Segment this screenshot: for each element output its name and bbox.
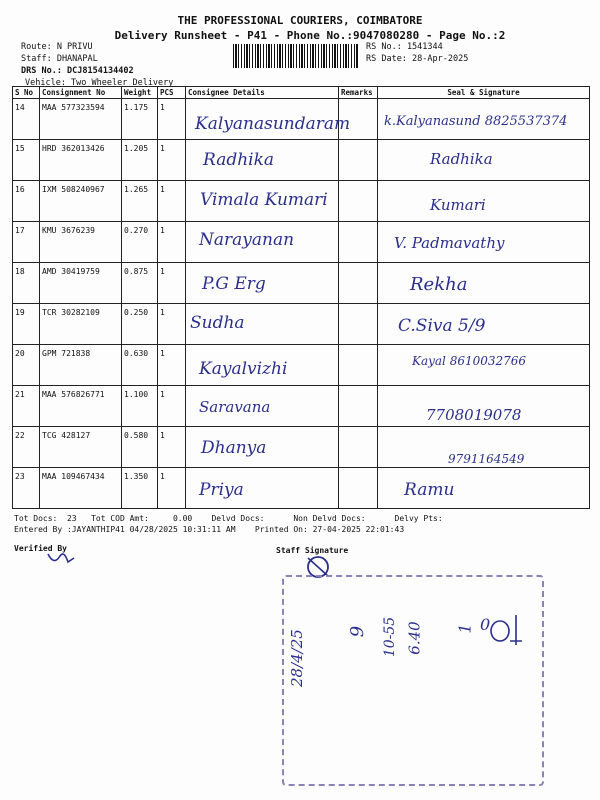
- stamp-date: 28/4/25: [288, 629, 306, 687]
- handwritten-signature: Ramu: [404, 480, 455, 500]
- route-info: [21, 41, 173, 89]
- table-row: [13, 304, 590, 345]
- stamp-scribble: [488, 611, 528, 651]
- row-remarks: [339, 263, 378, 304]
- handwritten-signature: Kumari: [430, 196, 486, 214]
- row-weight: 1.175: [122, 99, 158, 140]
- table-row: [13, 263, 590, 304]
- handwritten-consignee: Kalyanasundaram: [195, 114, 351, 134]
- totals-line: Tot Docs: 23 Tot COD Amt: 0.00 Delvd Docs: Non Delvd Docs: Delvy Pts:: [14, 514, 443, 523]
- handwritten-signature: 7708019078: [426, 406, 522, 424]
- company-title: THE PROFESSIONAL COURIERS, COIMBATORE: [177, 14, 423, 27]
- col-consignment: Consignment No: [40, 87, 122, 99]
- col-weight: Weight: [122, 87, 158, 99]
- table-header-row: [13, 87, 590, 99]
- table-row: [13, 140, 590, 181]
- row-consignment: MAA 576826771: [40, 386, 122, 427]
- vehicle-label: Vehicle: Two Wheeler Delivery: [25, 78, 174, 88]
- col-sno: S No: [13, 87, 40, 99]
- row-remarks: [339, 427, 378, 468]
- handwritten-signature: 9791164549: [448, 452, 525, 466]
- row-sno: 14: [13, 99, 40, 140]
- col-seal: Seal & Signature: [378, 87, 590, 99]
- table-row: [13, 468, 590, 509]
- row-remarks: [339, 181, 378, 222]
- row-pcs: 1: [158, 345, 186, 386]
- row-sno: 20: [13, 345, 40, 386]
- row-consignment: MAA 109467434: [40, 468, 122, 509]
- row-pcs: 1: [158, 304, 186, 345]
- handwritten-consignee: Kayalvizhi: [199, 359, 288, 379]
- row-consignment: IXM 508240967: [40, 181, 122, 222]
- row-consignment: AMD 30419759: [40, 263, 122, 304]
- row-remarks: [339, 140, 378, 181]
- row-pcs: 1: [158, 427, 186, 468]
- handwritten-consignee: Narayanan: [199, 230, 295, 250]
- handwritten-consignee: Saravana: [199, 398, 271, 416]
- row-sno: 17: [13, 222, 40, 263]
- row-remarks: [339, 304, 378, 345]
- handwritten-signature: Rekha: [410, 274, 468, 295]
- rs-number: RS No.: 1541344: [366, 42, 443, 52]
- col-remarks: Remarks: [339, 87, 378, 99]
- row-remarks: [339, 222, 378, 263]
- col-consignee: Consignee Details: [186, 87, 339, 99]
- delivery-stamp: [282, 575, 544, 786]
- row-sno: 22: [13, 427, 40, 468]
- row-pcs: 1: [158, 140, 186, 181]
- runsheet-table: [12, 86, 590, 509]
- handwritten-signature: k.Kalyanasund 8825537374: [384, 114, 568, 129]
- handwritten-consignee: P.G Erg: [202, 274, 266, 294]
- row-sno: 19: [13, 304, 40, 345]
- handwritten-signature: C.Siva 5/9: [398, 316, 486, 336]
- verified-by-label: Verified By: [14, 544, 67, 553]
- row-sno: 15: [13, 140, 40, 181]
- drs-label: DRS No.: DCJ8154134402: [21, 66, 134, 76]
- route-label: Route: N PRIVU: [21, 42, 93, 52]
- row-weight: 0.250: [122, 304, 158, 345]
- rs-date: RS Date: 28-Apr-2025: [366, 54, 469, 64]
- row-sno: 21: [13, 386, 40, 427]
- row-weight: 1.265: [122, 181, 158, 222]
- handwritten-consignee: Radhika: [203, 150, 275, 170]
- staff-signature-label: Staff Signature: [276, 546, 349, 555]
- row-weight: 0.580: [122, 427, 158, 468]
- row-sno: 18: [13, 263, 40, 304]
- row-pcs: 1: [158, 263, 186, 304]
- runsheet-subtitle: Delivery Runsheet - P41 - Phone No.:9047080280 - Page No.:2: [114, 29, 506, 42]
- row-consignment: TCG 428127: [40, 427, 122, 468]
- stamp-value: 10-55: [382, 616, 399, 658]
- stamp-value: 6.40: [405, 621, 424, 655]
- row-pcs: 1: [158, 181, 186, 222]
- col-pcs: PCS: [158, 87, 186, 99]
- handwritten-signature: Kayal 8610032766: [412, 354, 527, 368]
- staff-label: Staff: DHANAPAL: [21, 54, 98, 64]
- handwritten-consignee: Sudha: [190, 313, 245, 333]
- row-pcs: 1: [158, 386, 186, 427]
- rs-info: [366, 41, 468, 65]
- entered-by-line: Entered By :JAYANTHIP41 04/28/2025 10:31:11 AM Printed On: 27-04-2025 22:01:43: [14, 525, 405, 534]
- row-sno: 23: [13, 468, 40, 509]
- row-weight: 1.205: [122, 140, 158, 181]
- row-pcs: 1: [158, 468, 186, 509]
- stamp-value: 9: [347, 625, 369, 638]
- handwritten-signature: V. Padmavathy: [394, 234, 505, 252]
- row-weight: 0.270: [122, 222, 158, 263]
- handwritten-consignee: Vimala Kumari: [200, 190, 328, 210]
- stamp-value: 1: [455, 623, 475, 634]
- row-consignment: GPM 721838: [40, 345, 122, 386]
- row-sno: 16: [13, 181, 40, 222]
- row-weight: 1.100: [122, 386, 158, 427]
- row-pcs: 1: [158, 99, 186, 140]
- handwritten-consignee: Priya: [199, 480, 244, 500]
- handwritten-consignee: Dhanya: [201, 438, 267, 458]
- row-remarks: [339, 386, 378, 427]
- verified-signature-mark: [44, 548, 84, 568]
- row-consignment: KMU 3676239: [40, 222, 122, 263]
- row-pcs: 1: [158, 222, 186, 263]
- row-weight: 0.630: [122, 345, 158, 386]
- row-remarks: [339, 468, 378, 509]
- stamp-value: 0: [480, 615, 491, 634]
- row-remarks: [339, 345, 378, 386]
- row-consignment: MAA 577323594: [40, 99, 122, 140]
- row-weight: 1.350: [122, 468, 158, 509]
- row-consignment: TCR 30282109: [40, 304, 122, 345]
- row-consignment: HRD 362013426: [40, 140, 122, 181]
- barcode-image: [233, 44, 359, 68]
- handwritten-signature: Radhika: [430, 150, 493, 168]
- row-weight: 0.875: [122, 263, 158, 304]
